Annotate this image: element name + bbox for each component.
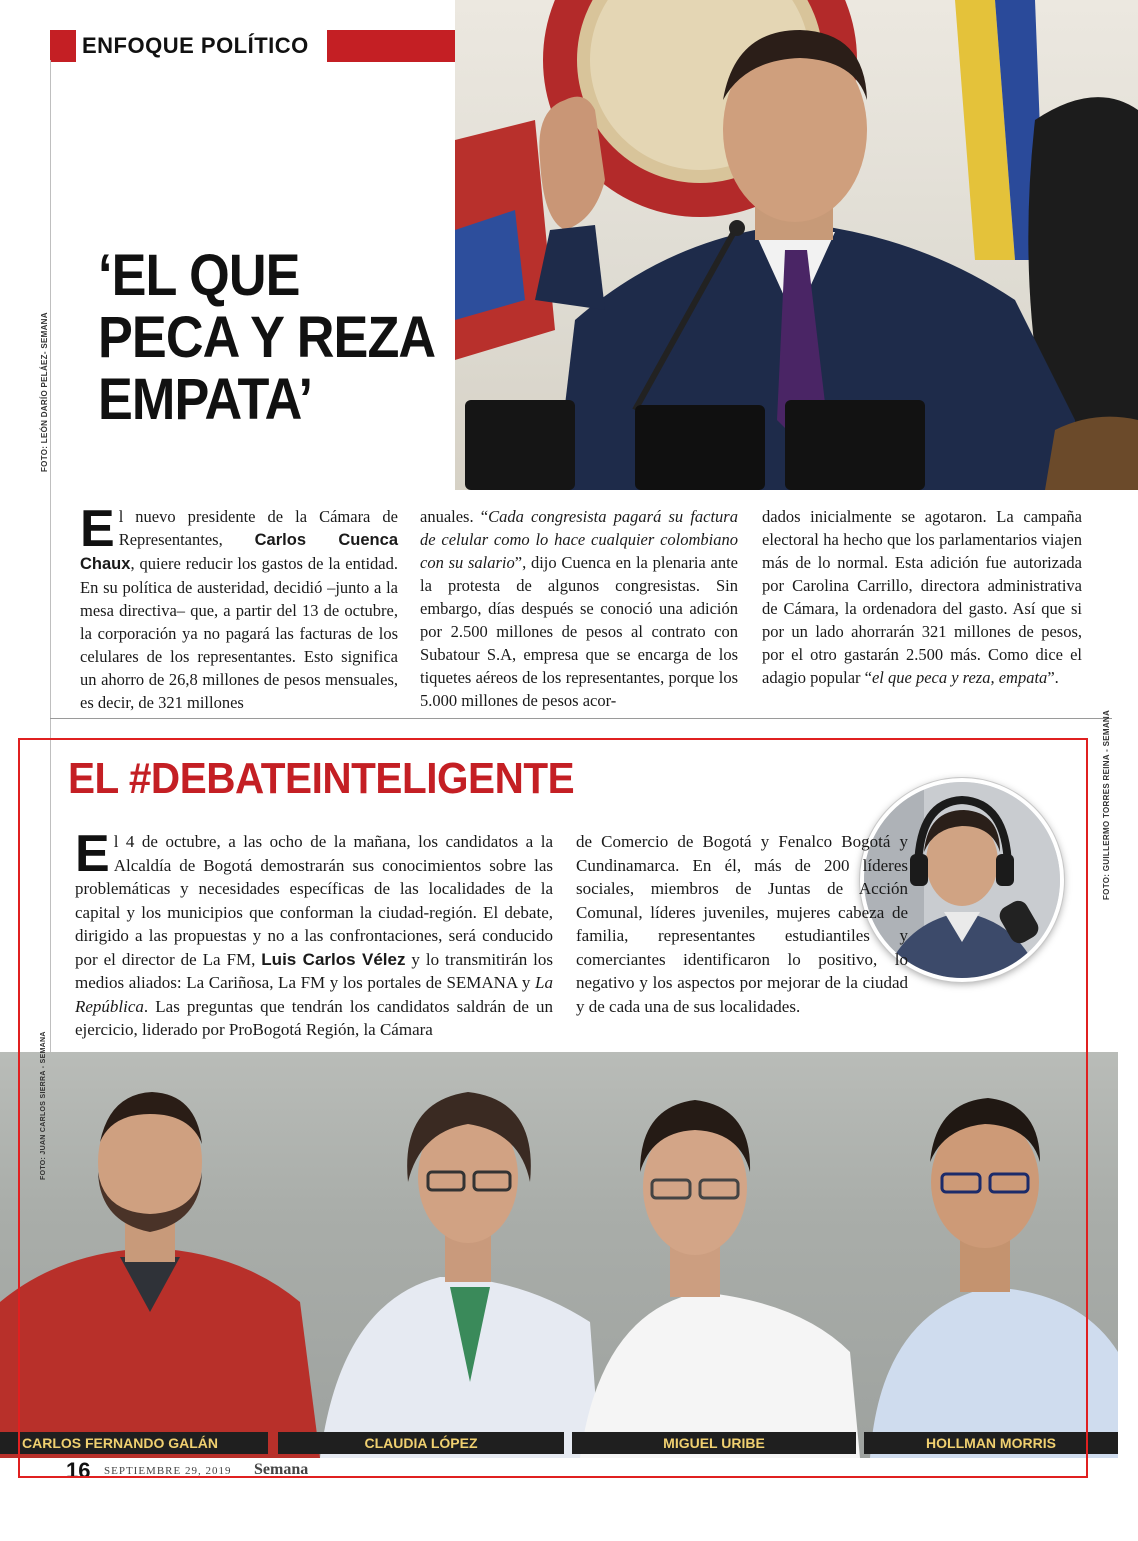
- section-label: ENFOQUE POLÍTICO: [76, 30, 327, 62]
- headline: [98, 245, 440, 431]
- article1-column-2: [420, 505, 738, 712]
- article1-dropcap: E: [80, 500, 115, 558]
- headline-line-2: PECA Y REZA: [98, 305, 436, 370]
- headline-line-1: ‘EL QUE: [98, 243, 300, 308]
- article2-text-b: y lo transmitirán los medios aliados: La Cariñosa, La FM y los portales de SEMANA y: [75, 949, 553, 992]
- article2-host-name: Luis Carlos Vélez: [261, 949, 406, 969]
- page-number: 16: [66, 1458, 91, 1483]
- article2-text-c: . Las preguntas que tendrán los candidatos saldrán de un ejercicio, liderado por ProBogotá Región, la Cámara: [75, 996, 553, 1039]
- article1-saying: el que peca y reza, empata: [871, 668, 1048, 687]
- article1-column-1: [80, 500, 398, 714]
- footer-brand: Semana: [254, 1461, 309, 1478]
- article1-col2-text-a: anuales. “: [420, 507, 489, 526]
- headline-line-3: EMPATA’: [98, 367, 313, 432]
- article1-text-a: l nuevo presidente de la Cámara de Representantes,: [118, 507, 398, 549]
- article1-quote: Cada congresista pagará su factura de celular como lo hace cualquier colombiano con su salario: [420, 507, 738, 572]
- photo-credit-candidates: FOTO: JUAN CARLOS SIERRA - SEMANA: [40, 1031, 47, 1180]
- hero-photo: [455, 0, 1138, 490]
- article1-column-3: [762, 505, 1082, 689]
- highlight-box: [18, 738, 1088, 1478]
- candidate-name-1: CARLOS FERNANDO GALÁN: [0, 1432, 268, 1454]
- article2-title: EL #DEBATEINTELIGENTE: [68, 754, 575, 803]
- article1-col3-text-a: dados inicialmente se agotaron. La campaña electoral ha hecho que los parlamentarios viajen más de lo normal. Esta adición fue autorizada por Carolina Carrillo, directora administrativa de Cámara, la ordenadora del gasto. Así que si por un lado ahorrarán 321 millones de pesos, por el otro gastarán 2.500 más. Como dice el adagio popular “: [762, 507, 1082, 687]
- candidate-name-2: CLAUDIA LÓPEZ: [278, 1432, 564, 1454]
- article2-dropcap: E: [75, 825, 110, 883]
- article2-column-2: de Comercio de Bogotá y Fenalco Bogotá y Cundinamarca. En él, más de 200 líderes sociales, miembros de Juntas de Acción Comunal, líderes juveniles, mujeres cabeza de familia, representantes estudiantiles y comerciantes identificaron lo positivo, lo negativo y los aspectos por mejorar de la ciudad y de cada una de sus localidades.: [576, 832, 908, 1016]
- article1-text-b: , quiere reducir los gastos de la entidad. En su política de austeridad, decidió –junto a la mesa directiva– que, a partir del 13 de octubre, la corporación ya no pagará las facturas de los celulares de los representantes. Esto significa un ahorro de 26,8 millones de pesos mensuales, es decir, de 321 millones: [80, 554, 398, 712]
- section-divider: [50, 718, 1112, 719]
- article2-text-a: l 4 de octubre, a las ocho de la mañana, los candidatos a la Alcaldía de Bogotá demostrarán sus conocimientos sobre las problemáticas y necesidades específicas de las localidades de la capital y los municipios que conforman la ciudad-región. El debate, dirigido a las propuestas y no a las confrontaciones, será conducido por el director de La FM,: [75, 832, 553, 969]
- candidate-name-4: HOLLMAN MORRIS: [864, 1432, 1118, 1454]
- candidate-name-3: MIGUEL URIBE: [572, 1432, 856, 1454]
- article2-outlet: La República: [75, 973, 553, 1016]
- photo-credit-host: FOTO: GUILLERMO TORRES REINA - SEMANA: [1102, 709, 1111, 900]
- footer-date: SEPTIEMBRE 29, 2019: [104, 1465, 232, 1477]
- article1-col3-text-b: ”.: [1047, 668, 1059, 687]
- article1-col2-text-b: ”, dijo Cuenca en la plenaria ante la protesta de algunos congresistas. Sin embargo, días después se conoció una adición por 2.500 millones de pesos al contrato con Subatour S.A, empresa que se encarga de los tiquetes aéreos de los representantes, porque los 5.000 millones de pesos acor-: [420, 553, 738, 710]
- article1-name: Carlos Cuenca Chaux: [80, 531, 398, 573]
- photo-credit-hero: FOTO: LEÓN DARÍO PELÁEZ- SEMANA: [40, 312, 49, 472]
